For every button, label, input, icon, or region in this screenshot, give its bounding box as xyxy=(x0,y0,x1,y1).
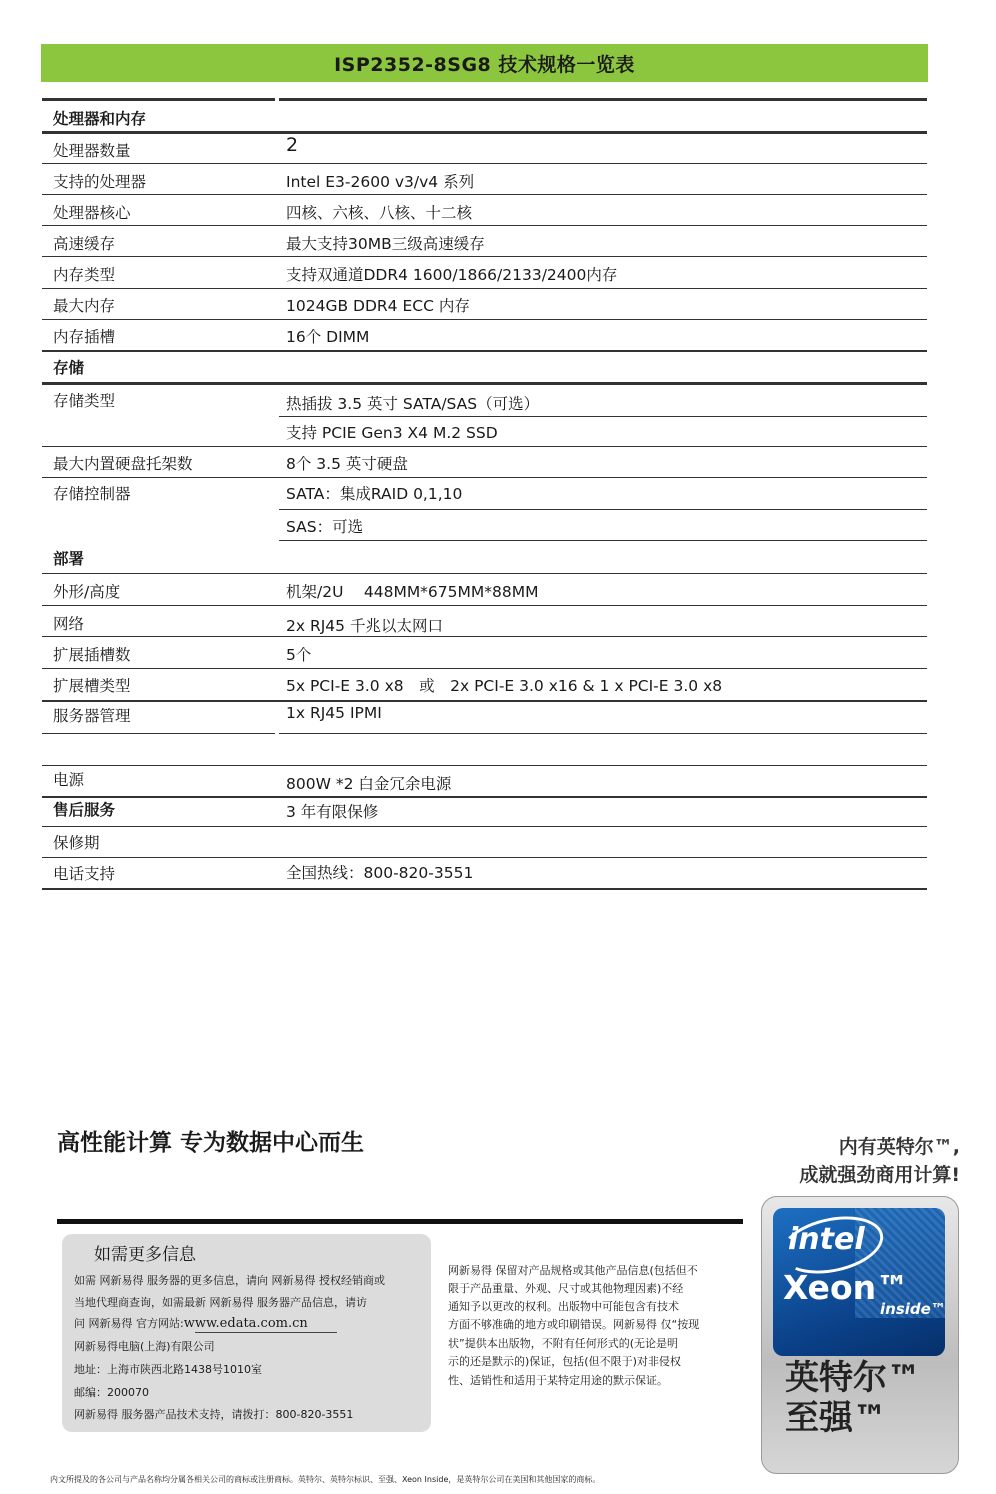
row-rule xyxy=(42,194,927,195)
row-rule xyxy=(42,288,927,289)
row-value: 2x RJ45 千兆以太网口 xyxy=(286,617,443,635)
row-label: 内存插槽 xyxy=(53,328,116,346)
row-value: 16个 DIMM xyxy=(286,328,370,346)
row-value: SATA：集成RAID 0,1,10 xyxy=(286,485,463,503)
row-rule xyxy=(42,477,927,478)
row-rule xyxy=(42,857,927,858)
link-underline xyxy=(195,1332,337,1333)
row-rule xyxy=(279,416,927,417)
row-rule xyxy=(42,382,927,385)
row-label: 网络 xyxy=(53,615,85,633)
xeon-cn-name: 至强™ xyxy=(785,1398,887,1438)
row-label: 电源 xyxy=(53,771,85,789)
row-rule xyxy=(42,225,927,226)
row-value: 3 年有限保修 xyxy=(286,803,379,821)
website-link[interactable]: www.edata.com.cn xyxy=(183,1316,308,1331)
row-label: 扩展槽类型 xyxy=(53,677,131,695)
row-label: 支持的处理器 xyxy=(53,173,147,191)
row-rule xyxy=(279,733,927,734)
inside-logo: inside™ xyxy=(880,1300,946,1318)
row-value: SAS：可选 xyxy=(286,518,364,536)
row-value: 1024GB DDR4 ECC 内存 xyxy=(286,297,470,315)
row-rule xyxy=(42,668,927,669)
row-label: 外形/高度 xyxy=(53,583,121,601)
disclaimer-line: 网新易得 保留对产品规格或其他产品信息(包括但不 xyxy=(448,1264,698,1277)
info-line: 邮编：200070 xyxy=(74,1386,149,1399)
info-line: 当地代理商查询，如需最新 网新易得 服务器产品信息，请访 xyxy=(74,1296,367,1309)
intel-cn-brand xyxy=(785,1358,921,1438)
row-rule xyxy=(42,700,927,702)
row-rule xyxy=(42,350,927,352)
table-top-rule-left xyxy=(42,98,275,101)
disclaimer-line: 通知予以更改的权利。出版物中可能包含有技术 xyxy=(448,1300,679,1313)
row-label: 最大内存 xyxy=(53,297,116,315)
row-rule xyxy=(42,163,927,164)
row-label: 售后服务 xyxy=(53,801,116,819)
row-label: 电话支持 xyxy=(53,865,116,883)
row-value: 800W *2 白金冗余电源 xyxy=(286,775,452,793)
info-line: 地址：上海市陕西北路1438号1010室 xyxy=(74,1363,262,1376)
row-rule xyxy=(42,636,927,637)
row-value: 2 xyxy=(286,134,299,156)
row-value: 支持 PCIE Gen3 X4 M.2 SSD xyxy=(286,424,498,442)
xeon-logo: Xeon™ xyxy=(783,1268,910,1307)
row-value: Intel E3-2600 v3/v4 系列 xyxy=(286,173,475,191)
row-rule xyxy=(42,131,927,134)
info-title: 如需更多信息 xyxy=(94,1245,196,1265)
info-line: 问 网新易得 官方网站:www.edata.com.cn xyxy=(74,1316,308,1331)
intel-tagline: 成就强劲商用计算! xyxy=(799,1164,960,1186)
page-title: ISP2352-8SG8 技术规格一览表 xyxy=(41,44,928,82)
disclaimer-line: 状”提供本出版物，不附有任何形式的(无论是明 xyxy=(448,1337,678,1350)
row-rule xyxy=(42,826,927,827)
row-value: 1x RJ45 IPMI xyxy=(286,704,382,722)
row-label: 内存类型 xyxy=(53,266,116,284)
row-label: 最大内置硬盘托架数 xyxy=(53,455,193,473)
info-line: 网新易得电脑(上海)有限公司 xyxy=(74,1340,215,1353)
section-heading: 部署 xyxy=(53,550,85,568)
row-value: 支持双通道DDR4 1600/1866/2133/2400内存 xyxy=(286,266,618,284)
row-value: 5x PCI-E 3.0 x8 或 2x PCI-E 3.0 x16 & 1 x PCI-E 3.0 x8 xyxy=(286,677,723,695)
row-value: 热插拔 3.5 英寸 SATA/SAS（可选） xyxy=(286,395,540,413)
spec-table xyxy=(42,0,928,900)
disclaimer-line: 方面不够准确的地方或印刷错误。网新易得 仅“按现 xyxy=(448,1318,700,1331)
row-label: 保修期 xyxy=(53,834,100,852)
row-rule xyxy=(42,765,927,766)
disclaimer-line: 示的还是默示的)保证，包括(但不限于)对非侵权 xyxy=(448,1355,681,1368)
row-rule xyxy=(42,796,927,798)
row-label: 服务器管理 xyxy=(53,707,131,725)
row-rule xyxy=(279,509,927,510)
table-top-rule-right xyxy=(279,98,927,101)
intel-tagline: 内有英特尔™, xyxy=(838,1136,960,1158)
slogan: 高性能计算 专为数据中心而生 xyxy=(57,1130,365,1156)
table-bottom-rule xyxy=(42,888,927,890)
row-label: 存储类型 xyxy=(53,392,116,410)
section-heading: 存储 xyxy=(53,359,85,377)
row-value: 最大支持30MB三级高速缓存 xyxy=(286,235,485,253)
row-label: 扩展插槽数 xyxy=(53,646,131,664)
row-label: 处理器数量 xyxy=(53,142,131,160)
row-rule xyxy=(42,319,927,320)
intel-cn-name: 英特尔™ xyxy=(785,1358,921,1398)
disclaimer-line: 限于产品重量、外观、尺寸或其他物理因素)不经 xyxy=(448,1282,684,1295)
row-value: 机架/2U 448MM*675MM*88MM xyxy=(286,583,539,601)
row-rule xyxy=(42,446,927,447)
trademark-footnote: 内文所提及的各公司与产品名称均分属各相关公司的商标或注册商标。英特尔、英特尔标识、至强、Xeon Inside，是英特尔公司在美国和其他国家的商标。 xyxy=(50,1475,601,1484)
row-value: 四核、六核、八核、十二核 xyxy=(286,204,473,222)
row-value: 8个 3.5 英寸硬盘 xyxy=(286,455,408,473)
row-label: 高速缓存 xyxy=(53,235,116,253)
row-label: 存储控制器 xyxy=(53,485,131,503)
row-rule xyxy=(42,256,927,257)
row-label: 处理器核心 xyxy=(53,204,131,222)
row-label: 处理器和内存 xyxy=(53,110,147,128)
row-value: 全国热线：800-820-3551 xyxy=(286,864,474,882)
row-rule xyxy=(42,733,275,734)
info-line: 如需 网新易得 服务器的更多信息，请向 网新易得 授权经销商或 xyxy=(74,1274,385,1287)
row-rule xyxy=(42,605,927,606)
info-line: 网新易得 服务器产品技术支持，请拨打：800-820-3551 xyxy=(74,1408,354,1421)
disclaimer-line: 性、适销性和适用于某特定用途的默示保证。 xyxy=(448,1374,668,1387)
row-rule xyxy=(42,573,927,574)
divider xyxy=(57,1219,743,1224)
intel-logo: intel xyxy=(788,1222,865,1257)
row-value: 5个 xyxy=(286,646,312,664)
row-rule xyxy=(279,540,927,541)
